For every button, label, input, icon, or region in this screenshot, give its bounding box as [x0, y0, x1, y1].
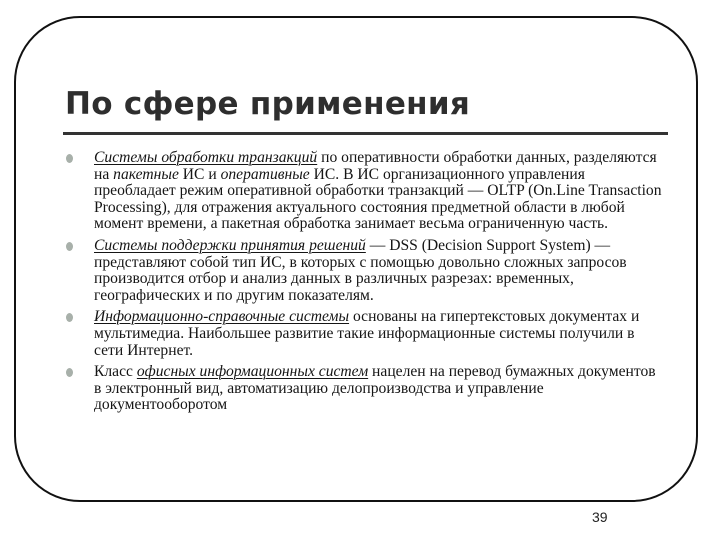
list-item: [66, 238, 666, 304]
bullet-icon: [66, 368, 73, 377]
item-term: офисных информационных систем: [136, 363, 369, 381]
item-term-batch: пакетные: [113, 165, 179, 183]
item-text: по оперативности обработки данных, разделяются на: [94, 149, 657, 183]
item-text: ИС и: [178, 165, 221, 183]
list-item: [66, 150, 666, 233]
item-text: основаны на гипертекстовых документах и мультимедиа. Наибольшее развитие такие информационные системы получили в сети Интернет.: [94, 308, 640, 359]
item-text: — DSS (Decision Support System) — представляют собой тип ИС, в которых с помощью довольно сложных запросов производится отбор и анализ данных в различных разрезах: временных, географических и по другим показателям.: [94, 236, 627, 304]
item-text: ИС. В ИС организационного управления преобладает режим оперативной обработки транзакций — OLTP (On.Line Transaction Processing), для отражения актуального состояния предметной области в любой момент времени, а пакетная обработка занимает весьма ограниченную часть.: [94, 165, 662, 233]
item-prefix: Класс: [94, 363, 137, 381]
title-divider: [63, 132, 668, 135]
slide-title: По сфере применения: [65, 86, 471, 122]
bullet-list: [66, 150, 666, 419]
list-item: [66, 364, 666, 414]
list-item: [66, 309, 666, 359]
bullet-icon: [66, 154, 73, 163]
item-term-online: оперативные: [220, 165, 310, 183]
page-number: 39: [592, 509, 608, 525]
bullet-icon: [66, 242, 73, 251]
item-term: Системы поддержки принятия решений: [94, 236, 366, 254]
item-text: нацелен на перевод бумажных документов в электронный вид, автоматизацию делопроизводства и управление документооборотом: [94, 363, 656, 414]
item-term: Информационно-справочные системы: [94, 308, 350, 326]
bullet-icon: [66, 313, 73, 322]
item-term: Системы обработки транзакций: [94, 149, 318, 166]
